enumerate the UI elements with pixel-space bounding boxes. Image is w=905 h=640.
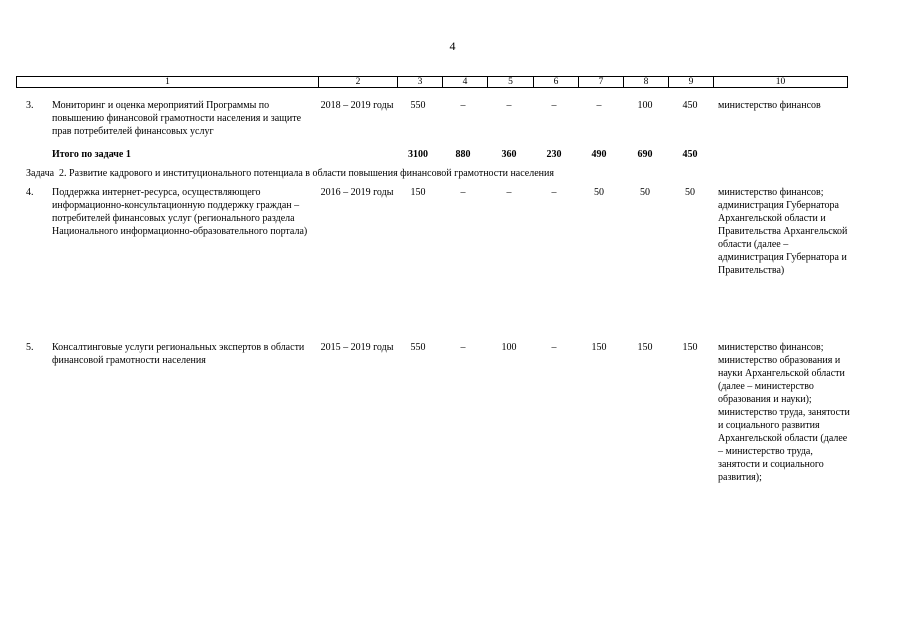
total-value: 490 (591, 149, 607, 160)
value-cell: 100 (501, 342, 517, 353)
responsible-executor: министерство финансов; министерство образования и науки Архангельской области (далее – министерство образования и науки); министерство труда, занятости и социального развития Архангельской области (далее – министерство труда, занятости и социального развития); (718, 342, 850, 483)
value-cell: 550 (410, 342, 426, 353)
value-cell: – (596, 100, 602, 111)
column-number-header (16, 76, 848, 88)
value-cell: 50 (640, 187, 650, 198)
responsible-executor: министерство финансов; администрация Губернатора Архангельской области и Правительства Архангельской области (далее – администрация Губернатора и Правительства) (718, 187, 848, 276)
value-cell: 50 (685, 187, 695, 198)
row-number: 5. (26, 342, 34, 353)
value-cell: – (506, 187, 512, 198)
value-cell: 150 (410, 187, 426, 198)
value-cell: 100 (637, 100, 653, 111)
column-number: 4 (442, 77, 487, 87)
total-value: 690 (637, 149, 653, 160)
column-number: 2 (318, 77, 397, 87)
value-cell: – (551, 100, 557, 111)
period: 2016 – 2019 годы (320, 187, 394, 198)
row-number: 3. (26, 100, 34, 111)
column-number: 3 (397, 77, 442, 87)
value-cell: 550 (410, 100, 426, 111)
activity-description: Консалтинговые услуги региональных экспертов в области финансовой грамотности населения (52, 342, 305, 366)
value-cell: – (506, 100, 512, 111)
activity-description: Поддержка интернет-ресурса, осуществляющего информационно-консультационную поддержку граждан – потребителей финансовых услуг (регионального раздела Национального информационно-образовательного портала) (52, 187, 308, 237)
value-cell: – (551, 187, 557, 198)
value-cell: – (551, 342, 557, 353)
task-heading: Задача 2. Развитие кадрового и институционального потенциала в области повышения финансовой грамотности населения (26, 168, 554, 179)
value-cell: – (460, 342, 466, 353)
column-number: 10 (713, 77, 847, 87)
column-number: 5 (487, 77, 533, 87)
period: 2018 – 2019 годы (320, 100, 394, 111)
total-value: 450 (682, 149, 698, 160)
total-value: 230 (546, 149, 562, 160)
column-number: 6 (533, 77, 578, 87)
activity-description: Мониторинг и оценка мероприятий Программы по повышению финансовой грамотности населения и защите прав потребителей финансовых услуг (52, 100, 302, 137)
total-value: 3100 (408, 149, 428, 160)
column-number: 9 (668, 77, 713, 87)
value-cell: – (460, 100, 466, 111)
column-number: 8 (623, 77, 668, 87)
value-cell: 450 (682, 100, 698, 111)
column-number: 1 (165, 77, 170, 87)
period: 2015 – 2019 годы (320, 342, 394, 353)
value-cell: – (460, 187, 466, 198)
value-cell: 150 (682, 342, 698, 353)
total-value: 880 (455, 149, 471, 160)
row-number: 4. (26, 187, 34, 198)
value-cell: 150 (591, 342, 607, 353)
total-value: 360 (501, 149, 517, 160)
column-number: 7 (578, 77, 623, 87)
total-label: Итого по задаче 1 (52, 149, 131, 160)
value-cell: 150 (637, 342, 653, 353)
responsible-executor: министерство финансов (718, 100, 821, 111)
page-number: 4 (449, 39, 456, 53)
value-cell: 50 (594, 187, 604, 198)
